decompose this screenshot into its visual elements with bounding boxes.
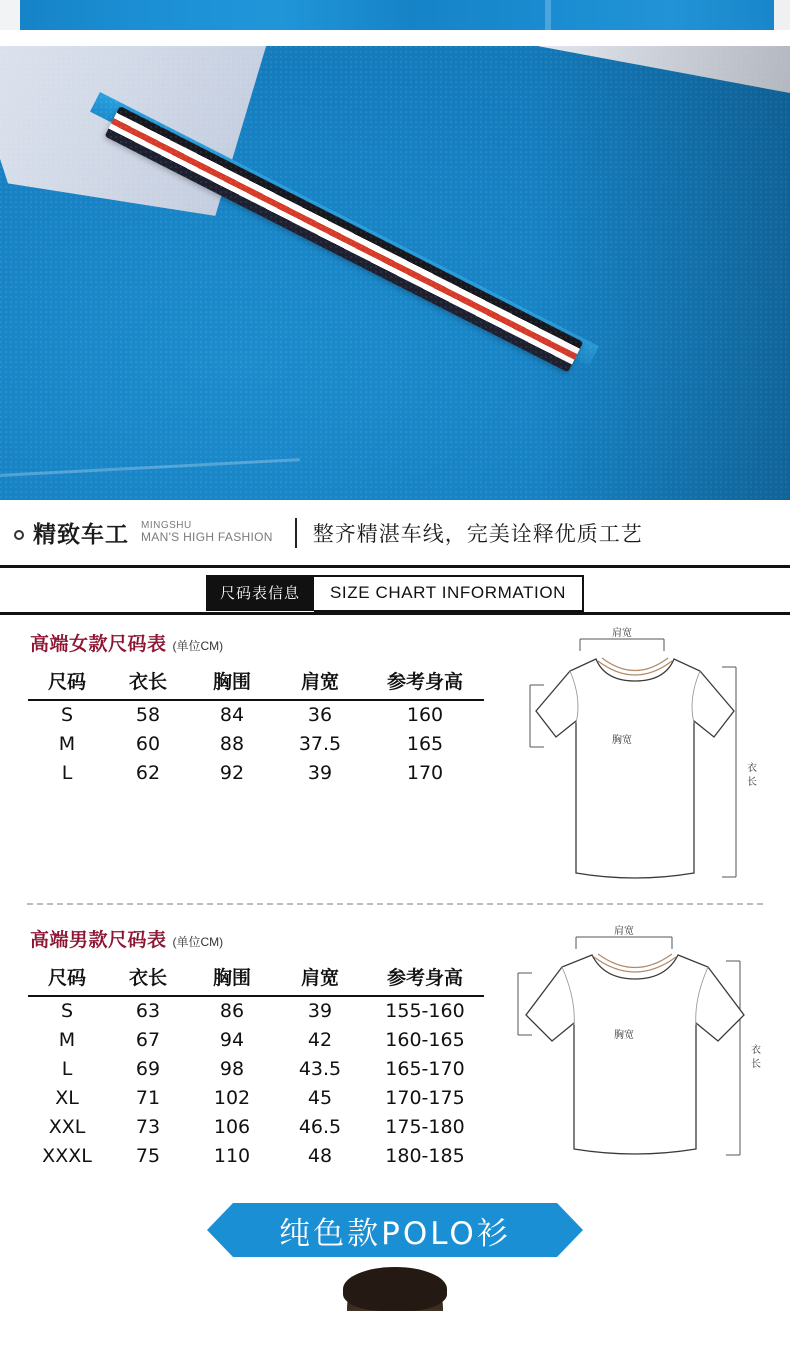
col-height: 参考身高	[366, 664, 484, 700]
cell-length: 75	[135, 1145, 161, 1167]
cell-bust: 94	[219, 1029, 245, 1051]
top-photo-strip	[0, 0, 790, 30]
sleeve-seam	[545, 0, 551, 30]
table-row	[28, 1055, 484, 1084]
men-size-table	[28, 960, 484, 1171]
vertical-divider	[295, 518, 297, 548]
fabric-texture	[0, 0, 790, 30]
shadow-overlay	[530, 46, 790, 500]
cell-bust: 86	[219, 1000, 245, 1022]
table-row	[28, 759, 484, 788]
col-shoulder: 肩宽	[274, 960, 366, 996]
cell-length: 60	[135, 733, 161, 755]
spacer	[0, 30, 790, 46]
cell-size: L	[61, 762, 73, 784]
cell-height: 160	[406, 704, 444, 726]
col-bust: 胸围	[190, 960, 274, 996]
women-size-title: 高端女款尺码表	[30, 633, 167, 655]
hero-photo	[0, 46, 790, 500]
brand-tagline-en: MAN'S HIGH FASHION	[141, 530, 273, 545]
women-size-table	[28, 664, 484, 788]
backdrop-left	[0, 0, 20, 30]
svg-text:长: 长	[747, 777, 757, 788]
cell-height: 175-180	[385, 1116, 465, 1138]
svg-text:长: 长	[751, 1059, 761, 1070]
brand-name-en: MINGSHU	[141, 519, 192, 531]
col-shoulder: 肩宽	[274, 664, 366, 700]
cell-height: 165-170	[385, 1058, 465, 1080]
cell-size: M	[58, 1029, 76, 1051]
svg-text:肩宽: 肩宽	[614, 926, 634, 937]
svg-text:衣: 衣	[747, 763, 757, 774]
women-size-unit: (单位CM)	[172, 639, 224, 653]
men-garment-diagram	[500, 923, 770, 1173]
cell-height: 170-175	[385, 1087, 465, 1109]
cell-size: L	[61, 1058, 73, 1080]
section-divider	[27, 903, 763, 905]
svg-text:胸宽: 胸宽	[612, 735, 632, 746]
polo-banner	[233, 1203, 557, 1257]
cell-size: XXL	[48, 1116, 86, 1138]
col-height: 参考身高	[366, 960, 484, 996]
cell-shoulder: 42	[307, 1029, 333, 1051]
cell-length: 73	[135, 1116, 161, 1138]
tab-size-chart-en: SIZE CHART INFORMATION	[314, 575, 584, 612]
col-length: 衣长	[106, 664, 190, 700]
table-row	[28, 730, 484, 759]
table-row	[28, 1142, 484, 1171]
cell-size: S	[60, 1000, 74, 1022]
craft-title: 精致车工	[33, 522, 129, 548]
cell-shoulder: 45	[307, 1087, 333, 1109]
cell-length: 62	[135, 762, 161, 784]
circle-bullet-icon	[14, 530, 24, 540]
cell-shoulder: 39	[307, 1000, 333, 1022]
cell-bust: 102	[213, 1087, 251, 1109]
men-size-section	[0, 911, 790, 1179]
col-length: 衣长	[106, 960, 190, 996]
cell-size: XXXL	[42, 1145, 92, 1167]
cell-size: XL	[55, 1087, 79, 1109]
men-size-title: 高端男款尺码表	[30, 929, 167, 951]
women-size-section	[0, 615, 790, 911]
men-size-unit: (单位CM)	[172, 935, 224, 949]
cell-bust: 98	[219, 1058, 245, 1080]
table-row	[28, 1084, 484, 1113]
table-row	[28, 996, 484, 1026]
cell-height: 180-185	[385, 1145, 465, 1167]
cell-shoulder: 48	[307, 1145, 333, 1167]
cell-height: 165	[406, 733, 444, 755]
col-bust: 胸围	[190, 664, 274, 700]
cell-bust: 106	[213, 1116, 251, 1138]
tab-size-chart-cn: 尺码表信息	[206, 575, 314, 611]
cell-bust: 84	[219, 704, 245, 726]
craft-banner	[0, 500, 790, 568]
svg-text:胸宽: 胸宽	[614, 1030, 634, 1041]
cell-length: 58	[135, 704, 161, 726]
polo-banner-text: 纯色款POLO衫	[279, 1215, 511, 1252]
cell-shoulder: 37.5	[298, 733, 342, 755]
backdrop-right	[774, 0, 790, 30]
table-row	[28, 1026, 484, 1055]
women-garment-diagram	[500, 625, 770, 895]
svg-text:衣: 衣	[751, 1045, 761, 1056]
polo-banner-wrap	[0, 1193, 790, 1267]
cell-height: 170	[406, 762, 444, 784]
table-row	[28, 1113, 484, 1142]
model-hair	[343, 1267, 447, 1311]
brand-en-block	[141, 520, 273, 545]
table-header-row	[28, 960, 484, 996]
cell-bust: 110	[213, 1145, 251, 1167]
cell-shoulder: 43.5	[298, 1058, 342, 1080]
size-chart-header	[0, 568, 790, 612]
cell-size: M	[58, 733, 76, 755]
cell-bust: 92	[219, 762, 245, 784]
col-size: 尺码	[28, 664, 106, 700]
cell-height: 160-165	[385, 1029, 465, 1051]
cell-length: 67	[135, 1029, 161, 1051]
table-header-row	[28, 664, 484, 700]
svg-text:肩宽: 肩宽	[612, 628, 632, 639]
craft-slogan: 整齐精湛车线，完美诠释优质工艺	[312, 521, 643, 546]
cell-shoulder: 39	[307, 762, 333, 784]
cell-shoulder: 46.5	[298, 1116, 342, 1138]
col-size: 尺码	[28, 960, 106, 996]
cell-height: 155-160	[385, 1000, 465, 1022]
bottom-photo-sliver	[0, 1267, 790, 1311]
cell-bust: 88	[219, 733, 245, 755]
cell-length: 69	[135, 1058, 161, 1080]
cell-length: 71	[135, 1087, 161, 1109]
cell-size: S	[60, 704, 74, 726]
cell-shoulder: 36	[307, 704, 333, 726]
cell-length: 63	[135, 1000, 161, 1022]
table-row	[28, 700, 484, 730]
